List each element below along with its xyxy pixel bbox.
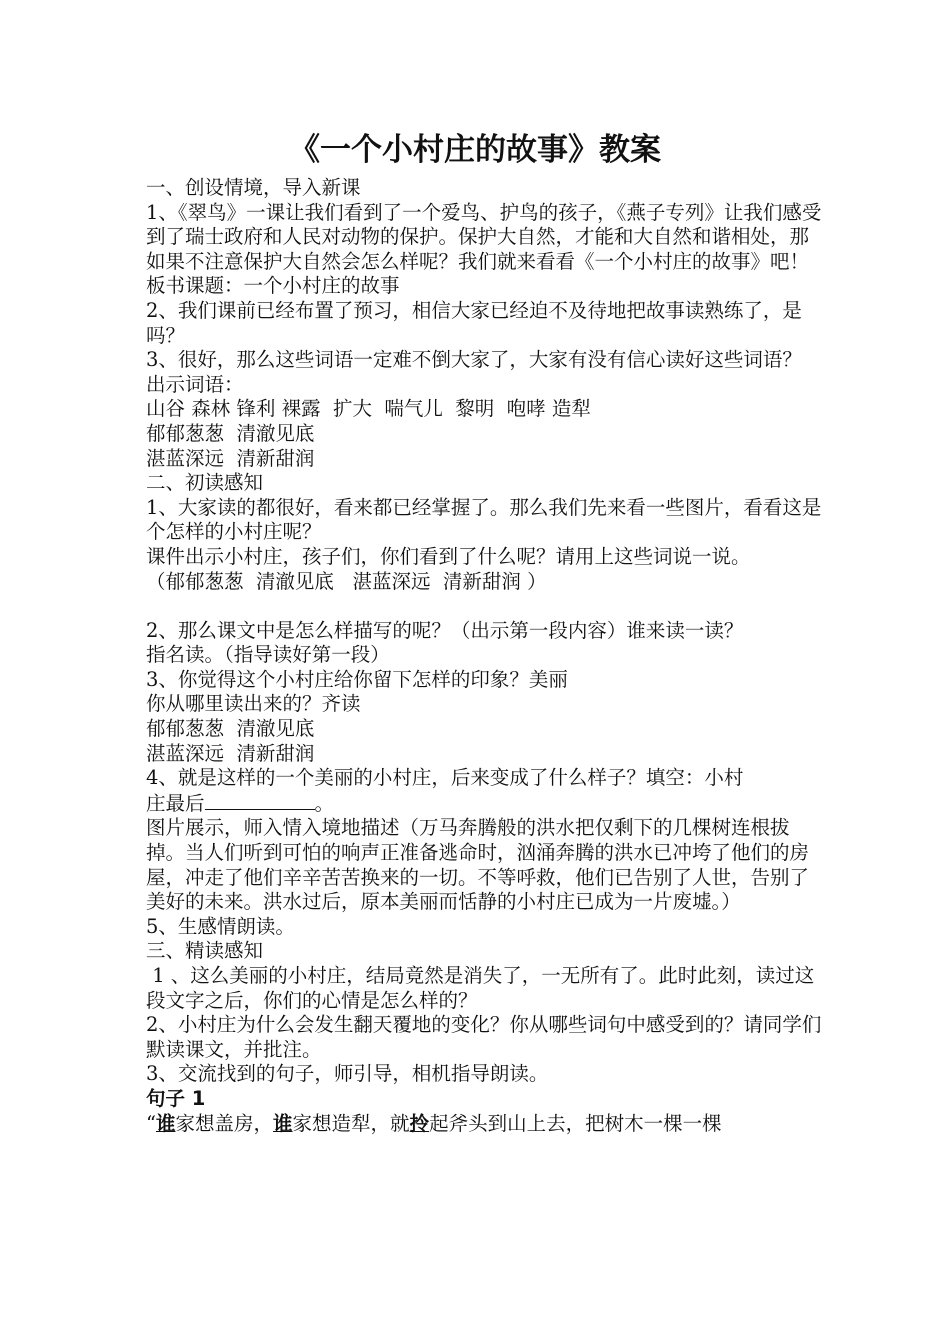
quote-open: “ <box>146 1111 156 1135</box>
paragraph-word-hints: （郁郁葱葱 清澈见底 湛蓝深远 清新甜润 ） <box>146 569 547 593</box>
keyword-carry: 拎 <box>409 1111 430 1135</box>
paragraph-guided-reading: 指名读。（指导读好第一段） <box>146 643 390 667</box>
paragraph-text-description: 2、那么课文中是怎么样描写的呢？（出示第一段内容）谁来读一读？ <box>146 618 744 642</box>
document-body <box>146 176 826 1136</box>
paragraph-show-words: 出示词语： <box>146 372 244 396</box>
section-heading-2: 二、初读感知 <box>146 471 264 495</box>
word-list-1: 山谷 森林 锋利 裸露 扩大 喘气儿 黎明 咆哮 造犁 <box>146 397 591 421</box>
word-list-3: 湛蓝深远 清新甜润 <box>146 446 315 470</box>
paragraph-exchange: 3、交流找到的句子，师引导，相机指导朗读。 <box>146 1062 549 1086</box>
paragraph-fill-blank <box>146 791 826 817</box>
word-list-2: 郁郁葱葱 清澈见底 <box>146 421 315 445</box>
paragraph-courseware: 课件出示小村庄，孩子们，你们看到了什么呢？请用上这些词说一说。 <box>146 544 751 568</box>
paragraph-emotional-reading: 5、生感情朗读。 <box>146 914 295 938</box>
paragraph-preview: 2、我们课前已经布置了预习，相信大家已经迫不及待地把故事读熟练了，是吗？ <box>146 298 802 347</box>
quote-text-2: 家想造犁，就 <box>292 1111 410 1135</box>
word-list-4: 郁郁葱葱 清澈见底 <box>146 717 315 741</box>
fill-blank-line <box>205 791 315 810</box>
paragraph-intro: 1、《翠鸟》一课让我们看到了一个爱鸟、护鸟的孩子，《燕子专列》让我们感受到了瑞士政府和人民对动物的保护。保护大自然，才能和大自然和谐相处，那如果不注意保护大自然会怎么样呢？我们就来看看《一个小村庄的故事》吧！ <box>146 200 822 273</box>
paragraph-pictures: 1、大家读的都很好，看来都已经掌握了。那么我们先来看一些图片，看看这是个怎样的小村庄呢？ <box>146 495 822 544</box>
sentence-heading: 句子 1 <box>146 1086 206 1110</box>
paragraph-vocabulary-prompt: 3、很好，那么这些词语一定难不倒大家了，大家有没有信心读好这些词语？ <box>146 348 802 372</box>
page-title: 《一个小村庄的故事》教案 <box>289 132 661 168</box>
paragraph-fill-blank-prompt: 4、就是这样的一个美丽的小村庄，后来变成了什么样子？填空：小村 <box>146 766 744 790</box>
section-heading-1: 一、创设情境，导入新课 <box>146 176 361 199</box>
sentence-quote <box>146 1112 826 1137</box>
paragraph-read-aloud: 你从哪里读出来的？齐读 <box>146 692 361 716</box>
keyword-who-1: 谁 <box>155 1111 176 1135</box>
keyword-who-2: 谁 <box>273 1111 293 1135</box>
section-heading-3: 三、精读感知 <box>146 939 264 963</box>
word-list-5: 湛蓝深远 清新甜润 <box>146 741 315 765</box>
paragraph-impression: 3、你觉得这个小村庄给你留下怎样的印象？美丽 <box>146 667 568 691</box>
quote-text-3: 起斧头到山上去，把树木一棵一棵 <box>429 1111 722 1135</box>
paragraph-board-title: 板书课题：一个小村庄的故事 <box>146 274 400 298</box>
paragraph-changes: 2、小村庄为什么会发生翻天覆地的变化？你从哪些词句中感受到的？请同学们默读课文，并批注。 <box>146 1013 822 1061</box>
fill-blank-lead: 庄最后 <box>146 791 205 815</box>
quote-text-1: 家想盖房， <box>175 1111 274 1135</box>
paragraph-flood-description: 图片展示，师入情入境地描述（万马奔腾般的洪水把仅剩下的几棵树连根拔掉。当人们听到可怕的响声正准备逃命时，汹涌奔腾的洪水已冲垮了他们的房屋，冲走了他们辛辛苦苦换来的一切。不等呼救，他们已告别了人世，告别了美好的未来。洪水过后，原本美丽而恬静的小村庄已成为一片废墟。） <box>146 816 810 914</box>
fill-blank-end: 。 <box>314 791 335 815</box>
paragraph-feelings: 1 、这么美丽的小村庄，结局竟然是消失了，一无所有了。此时此刻，读过这段文字之后，你们的心情是怎么样的？ <box>146 964 815 1012</box>
blank-line <box>146 594 826 619</box>
